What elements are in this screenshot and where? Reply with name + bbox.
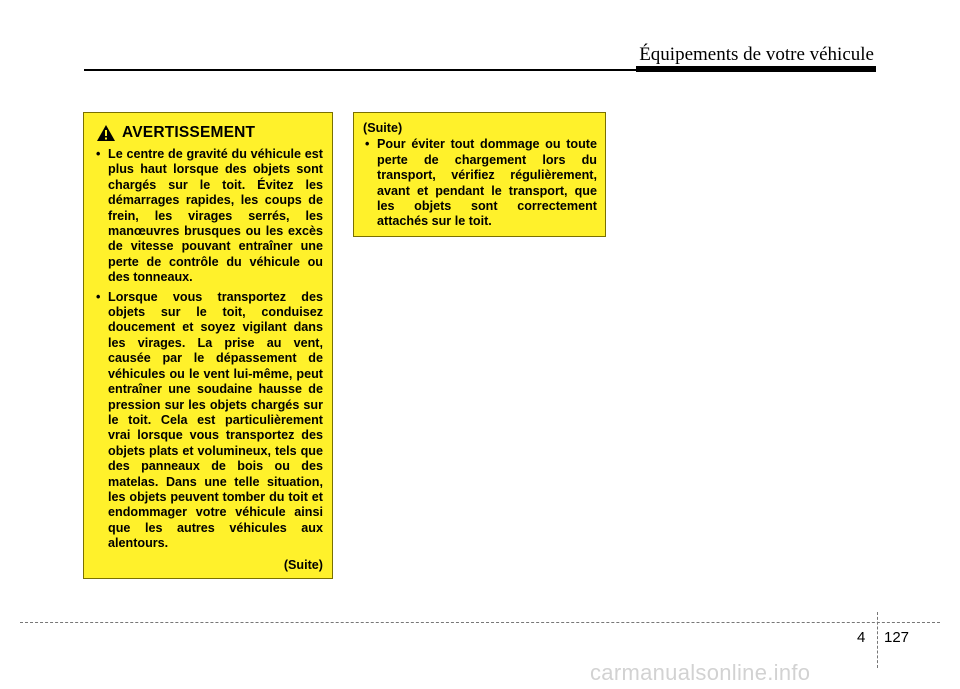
warning-triangle-icon [96, 124, 116, 142]
chapter-number: 4 [857, 629, 866, 646]
continued-from-label: (Suite) [363, 121, 403, 135]
continued-label: (Suite) [283, 557, 323, 572]
warning-title: AVERTISSEMENT [122, 124, 256, 142]
page-number: 127 [884, 629, 910, 646]
warning-header [94, 124, 323, 142]
warning-bullet-list [363, 137, 597, 229]
warning-bullet: • Pour éviter tout dommage ou toute perte de chargement lors du transport, vérifiez régulièrement, avant et pendant le transport, que les objets sont correctement attachés sur le toit. [363, 137, 597, 229]
header-rule-accent [636, 66, 876, 72]
warning-bullet: • Le centre de gravité du véhicule est plus haut lorsque des objets sont chargés sur le toit. Évitez les démarrages rapides, les coups de frein, les virages serrés, les manœuvres brusques ou les excès de vitesse pouvant entraîner une perte de contrôle du véhicule ou des tonneaux. [94, 147, 323, 286]
warning-box-right [353, 112, 606, 237]
watermark-text: carmanualsonline.info [590, 660, 811, 685]
warning-bullet-list [94, 147, 323, 552]
section-title: Équipements de votre véhicule [639, 44, 874, 65]
warning-bullet: • Lorsque vous transportez des objets sur le toit, conduisez doucement et soyez vigilant dans les virages. La prise au vent, causée par le dépassement de véhicules ou le vent lui-même, peut entraîner une soudaine hausse de pression sur les objets chargés sur le toit. Cela est particulièrement vrai lorsque vous transportez des objets plats et volumineux, tels que des panneaux de bois ou des matelas. Dans une telle situation, les objets peuvent tomber du toit et endommager votre véhicule ainsi que les autres véhicules aux alentours. [94, 290, 323, 552]
footer-page-divider [877, 612, 878, 668]
footer-divider [20, 622, 940, 623]
warning-box-left [83, 112, 333, 579]
